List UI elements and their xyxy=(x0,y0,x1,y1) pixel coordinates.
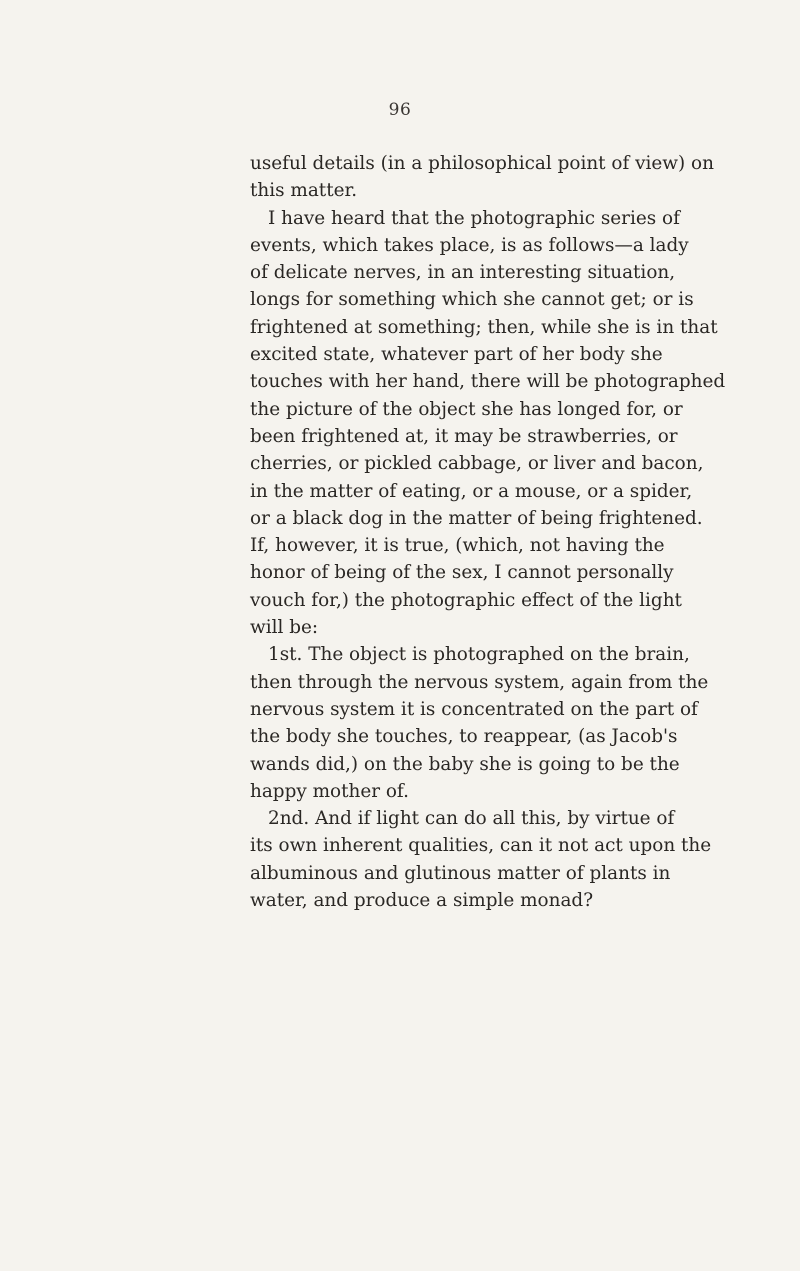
text-line: this matter. xyxy=(250,180,358,202)
text-line: in the matter of eating, or a mouse, or a spider, xyxy=(250,480,693,502)
body-text xyxy=(250,150,726,914)
text-line: longs for something which she cannot get; or is xyxy=(250,289,694,311)
text-line: of delicate nerves, in an interesting situation, xyxy=(250,262,676,284)
text-line: 2nd. And if light can do all this, by virtue of xyxy=(268,808,675,830)
text-line: If, however, it is true, (which, not having the xyxy=(250,535,665,557)
text-line: albuminous and glutinous matter of plants in xyxy=(250,862,671,884)
text-line: wands did,) on the baby she is going to be the xyxy=(250,753,680,775)
text-line: the picture of the object she has longed for, or xyxy=(250,398,683,420)
text-line: will be: xyxy=(250,617,319,639)
text-line: water, and produce a simple monad? xyxy=(250,890,594,912)
text-line: its own inherent qualities, can it not act upon the xyxy=(250,835,712,857)
text-line: touches with her hand, there will be photographed xyxy=(250,371,726,393)
text-line: I have heard that the photographic series of xyxy=(268,207,680,229)
text-line: vouch for,) the photographic effect of the light xyxy=(250,589,682,611)
text-line: 1st. The object is photographed on the brain, xyxy=(268,644,690,666)
text-line: honor of being of the sex, I cannot personally xyxy=(250,562,674,584)
text-line: then through the nervous system, again from the xyxy=(250,671,709,693)
text-line: useful details (in a philosophical point of view) on xyxy=(250,153,714,174)
text-line: happy mother of. xyxy=(250,780,409,802)
text-line: the body she touches, to reappear, (as Jacob's xyxy=(250,726,678,748)
text-line: excited state, whatever part of her body she xyxy=(250,344,663,366)
text-line: been frightened at, it may be strawberries, or xyxy=(250,425,678,447)
page-number: 96 xyxy=(388,100,412,120)
text-line: nervous system it is concentrated on the part of xyxy=(250,698,698,720)
text-line: or a black dog in the matter of being frightened. xyxy=(250,507,703,529)
text-line: cherries, or pickled cabbage, or liver and bacon, xyxy=(250,453,704,475)
text-line: frightened at something; then, while she is in that xyxy=(250,316,718,338)
text-line: events, which takes place, is as follows—a lady xyxy=(250,234,689,256)
